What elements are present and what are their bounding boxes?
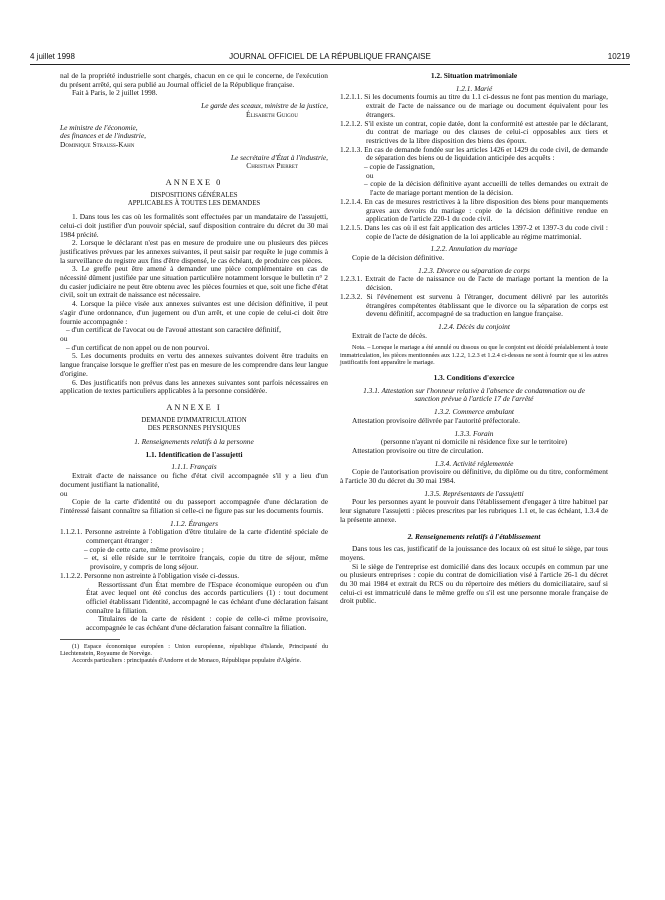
section-1-heading: 1. Renseignements relatifs à la personne <box>134 437 254 447</box>
page-header <box>30 52 630 64</box>
section-1-2-3-1: 1.2.3.1. Extrait de l'acte de naissance ou de l'acte de mariage portant la mention de la décision. <box>340 274 608 293</box>
section-1-2-1-3-dash-2: – copie de la décision définitive ayant accueilli de telles demandes ou extrait de l'acte de mariage portant mention de la décision. <box>364 179 608 198</box>
fait-line: Fait à Paris, le 2 juillet 1998. <box>72 88 158 98</box>
annexe-1-subtitle-2: DES PERSONNES PHYSIQUES <box>147 425 241 433</box>
section-1-2-heading: 1.2. Situation matrimoniale <box>430 71 518 80</box>
section-1-3-4-heading: 1.3.4. Activité réglementée <box>434 458 514 468</box>
footnote-rule <box>60 639 120 640</box>
section-1-1-2-1-dash-2: – et, si elle réside sur le territoire français, copie du titre de séjour, même provisoire, y compris de long séjour. <box>84 553 328 572</box>
section-1-1-2-2-text-1: Ressortissant d'un État membre de l'Espace économique européen ou d'un État avec lequel ont été conclus des accords particuliers (1) : tout document officiel établissant l'identité, accompagné le cas échéant d'une déclaration faisant connaître la filiation. <box>86 579 328 615</box>
section-1-3-3-text: Attestation provisoire ou titre de circulation. <box>352 445 484 455</box>
paragraph-4-or: ou <box>60 333 68 343</box>
section-1-2-1-1: 1.2.1.1. Si les documents fournis au titre du 1.1 ci-dessus ne font pas mention du mariage, extrait de l'acte de naissance ou de mariage ou document équivalent pour les étrangers. <box>340 92 608 119</box>
nota-paragraph: Nota. – Lorsque le mariage a été annulé ou dissous ou que le conjoint est décédé préalablement à toute immatriculation, les pièces mentionnées aux 1.2.2, 1.2.3 et 1.2.4 ci-dessus ne sont à fournir que si les autres justificatifs font apparaître le mariage. <box>340 344 608 366</box>
section-1-1-1-heading: 1.1.1. Français <box>171 462 217 472</box>
section-1-1-heading: 1.1. Identification de l'assujetti <box>145 449 243 459</box>
section-1-2-1-3-or: ou <box>366 170 374 180</box>
section-1-1-1-text-1: Extrait d'acte de naissance ou fiche d'état civil accompagnée s'il y a lieu d'un document justifiant la nationalité, <box>60 471 328 489</box>
section-1-1-2-1: 1.1.2.1. Personne astreinte à l'obligation d'être titulaire de la carte d'identité spéciale de commerçant étranger : <box>60 527 328 546</box>
section-1-2-2-text: Copie de la décision définitive. <box>352 253 445 263</box>
signatory-2-title-2: des finances et de l'industrie, <box>60 131 146 141</box>
paragraph-2: 2. Lorsque le déclarant n'est pas en mesure de produire une ou plusieurs des pièces justificatives prévues par les annexes suivantes, il peut saisir par requête le juge commis à la surveillance du registre aux fins d'être dispensé, le cas échéant, de produire ces pièces. <box>60 238 328 265</box>
section-1-2-1-4: 1.2.1.4. En cas de mesures restrictives à la libre disposition des biens pour manquements graves aux devoirs du mariage : copie de la décision définitive rendue en application de l'article 220-1 du code civil. <box>340 196 608 224</box>
signatory-3-name: Christian Pierret <box>246 161 298 171</box>
section-1-1-1-text-2: Copie de la carte d'identité ou du passeport accompagnée d'une déclaration de l'intéressé faisant connaître sa filiation si celle-ci ne figure pas sur les documents fournis. <box>60 497 328 515</box>
paragraph-4-dash-1: – d'un certificat de l'avocat ou de l'avoué attestant son caractère définitif, <box>66 325 281 335</box>
section-1-1-2-1-dash-1: – copie de cette carte, même provisoire ; <box>84 544 204 554</box>
section-1-1-2-2-text-2: Titulaires de la carte de résident : copie de celle-ci même provisoire, accompagnée le cas échéant d'une déclaration faisant connaître la filiation. <box>86 614 328 633</box>
section-1-2-4-heading: 1.2.4. Décès du conjoint <box>438 321 510 331</box>
section-1-2-3-2: 1.2.3.2. Si l'événement est survenu à l'étranger, document délivré par les autorités étrangères compétentes établissant que le divorce ou la séparation de corps est devenu définitif, accompagné de sa traduction en langue française. <box>340 291 608 319</box>
signatory-1-title: Le garde des sceaux, ministre de la justice, <box>201 101 328 111</box>
annexe-1-heading: ANNEXE I <box>166 402 222 412</box>
signatory-3-title: Le secrétaire d'État à l'industrie, <box>230 152 328 162</box>
signatory-2-title-1: Le ministre de l'économie, <box>60 122 138 132</box>
section-1-2-1-5: 1.2.1.5. Dans les cas où il est fait application des articles 1397-2 et 1397-3 du code civil : copie de l'acte de désignation de la loi applicable au régime matrimonial. <box>340 222 608 241</box>
right-column <box>340 72 608 606</box>
section-1-2-3-heading: 1.2.3. Divorce ou séparation de corps <box>418 265 530 275</box>
section-1-1-1-or: ou <box>60 488 68 498</box>
annexe-1-subtitle-1: DEMANDE D'IMMATRICULATION <box>141 416 247 424</box>
header-journal-title: JOURNAL OFFICIEL DE LA RÉPUBLIQUE FRANÇAISE <box>229 52 431 61</box>
section-1-3-3-heading: 1.3.3. Forain <box>454 428 494 438</box>
signatory-1-name: Élisabeth Guigou <box>246 109 298 119</box>
section-1-1-2-heading: 1.1.2. Étrangers <box>169 518 219 528</box>
header-page-number: 10219 <box>607 52 630 61</box>
section-1-3-4-text: Copie de l'autorisation provisoire ou définitive, du diplôme ou du titre, conformément à l'article 30 du décret du 30 mai 1984. <box>340 467 608 486</box>
paragraph-3: 3. Le greffe peut être amené à demander une pièce complémentaire en cas de nécessité dûment justifiée par une situation particulière notamment lorsque le bulletin n° 2 du casier judiciaire ne peut être obtenu avec les pièces fournies et que, soit une fiche d'état civil, soit un extrait de naissance est nécessaire. <box>60 264 328 300</box>
section-1-1-2-2: 1.1.2.2. Personne non astreinte à l'obligation visée ci-dessus. <box>60 570 240 580</box>
section-2-text-1: Dans tous les cas, justificatif de la jouissance des locaux où est situé le siège, par tous moyens. <box>340 544 608 562</box>
section-2-text-2: Si le siège de l'entreprise est domicilié dans des locaux occupés en commun par une ou plusieurs entreprises : copie du contrat de domiciliation visé à l'article 26-1 du décret du 30 mai 1984 et extrait du RCS ou du répertoire des métiers du domiciliataire, sauf si celui-ci est immatriculé dans le même greffe ou s'il est une personne morale française de droit public. <box>340 561 608 606</box>
section-1-3-2-heading: 1.3.2. Commerce ambulant <box>434 407 514 417</box>
header-date: 4 juillet 1998 <box>30 52 75 61</box>
paragraph-4: 4. Lorsque la pièce visée aux annexes suivantes est une décision définitive, il peut s'agir d'une ordonnance, d'un jugement ou d'un arrêt, et une copie de celui-ci doit être fournie accompagnée : <box>60 299 328 326</box>
footnote-2: Accords particuliers : principautés d'Andorre et de Monaco, République populaire d'Algérie. <box>72 657 302 665</box>
paragraph-6: 6. Des justificatifs non prévus dans les annexes suivantes sont parfois nécessaires en application de textes particuliers applicables à la personne considérée. <box>60 377 328 396</box>
signatory-2-name: Dominique Strauss-Kahn <box>60 139 135 149</box>
section-1-2-1-3: 1.2.1.3. En cas de demande fondée sur les articles 1426 et 1429 du code civil, de demande de séparation des biens ou de liquidation anticipée des acquêts : <box>340 144 608 163</box>
footnote-1: (1) Espace économique européen : Union européenne, république d'Islande, Principauté du Liechtenstein, Royaume de Norvège. <box>60 642 328 657</box>
section-1-2-2-heading: 1.2.2. Annulation du mariage <box>430 244 518 254</box>
section-1-2-1-3-dash-1: – copie de l'assignation, <box>364 162 435 172</box>
section-1-3-5-text: Pour les personnes ayant le pouvoir dans l'établissement d'engager à titre habituel par leur signature l'assujetti : pièces prescrites par les rubriques 1.1 et, le cas échéant, 1.3.4 de la présente annexe. <box>340 497 608 524</box>
annexe-0-subtitle-1: DISPOSITIONS GÉNÉRALES <box>150 191 238 199</box>
section-1-3-heading: 1.3. Conditions d'exercice <box>433 373 515 382</box>
section-1-3-3-subtitle: (personne n'ayant ni domicile ni résidence fixe sur le territoire) <box>380 437 568 447</box>
section-1-2-1-heading: 1.2.1. Marié <box>455 83 493 93</box>
section-1-3-5-heading: 1.3.5. Représentants de l'assujetti <box>424 488 524 498</box>
left-column <box>60 72 328 664</box>
annexe-0-subtitle-2: APPLICABLES À TOUTES LES DEMANDES <box>127 200 261 208</box>
section-2-heading: 2. Renseignements relatifs à l'établissement <box>407 531 541 541</box>
intro-paragraph: nal de la propriété industrielle sont chargés, chacun en ce qui le concerne, de l'exécution du présent arrêté, qui sera publié au Journal officiel de la République française. <box>60 71 328 89</box>
paragraph-5: 5. Les documents produits en vertu des annexes suivantes doivent être traduits en langue française lorsque le greffier n'est pas en mesure de les comprendre dans leur langue d'origine. <box>60 351 328 378</box>
paragraph-1: 1. Dans tous les cas où les formalités sont effectuées par un mandataire de l'assujetti, celui-ci doit justifier d'un pouvoir spécial, sauf disposition contraire du décret du 30 mai 1984 précité. <box>60 212 328 239</box>
header-rule <box>30 64 630 65</box>
section-1-2-4-text: Extrait de l'acte de décès. <box>352 330 427 340</box>
section-1-3-2-text: Attestation provisoire délivrée par l'autorité préfectorale. <box>352 415 520 425</box>
section-1-2-1-2: 1.2.1.2. S'il existe un contrat, copie datée, dont la conformité est attestée par le déclarant, du contrat de mariage ou des clauses de celui-ci opposables aux tiers et restrictives de la libre disposition des biens des époux. <box>340 118 608 145</box>
annexe-0-heading: ANNEXE 0 <box>165 178 223 188</box>
paragraph-4-dash-2: – d'un certificat de non appel ou de non pourvoi. <box>66 342 210 352</box>
section-1-3-1-heading: 1.3.1. Attestation sur l'honneur relative à l'absence de condamnation ou de sanction prévue à l'article 17 de l'arrêté <box>363 385 585 404</box>
